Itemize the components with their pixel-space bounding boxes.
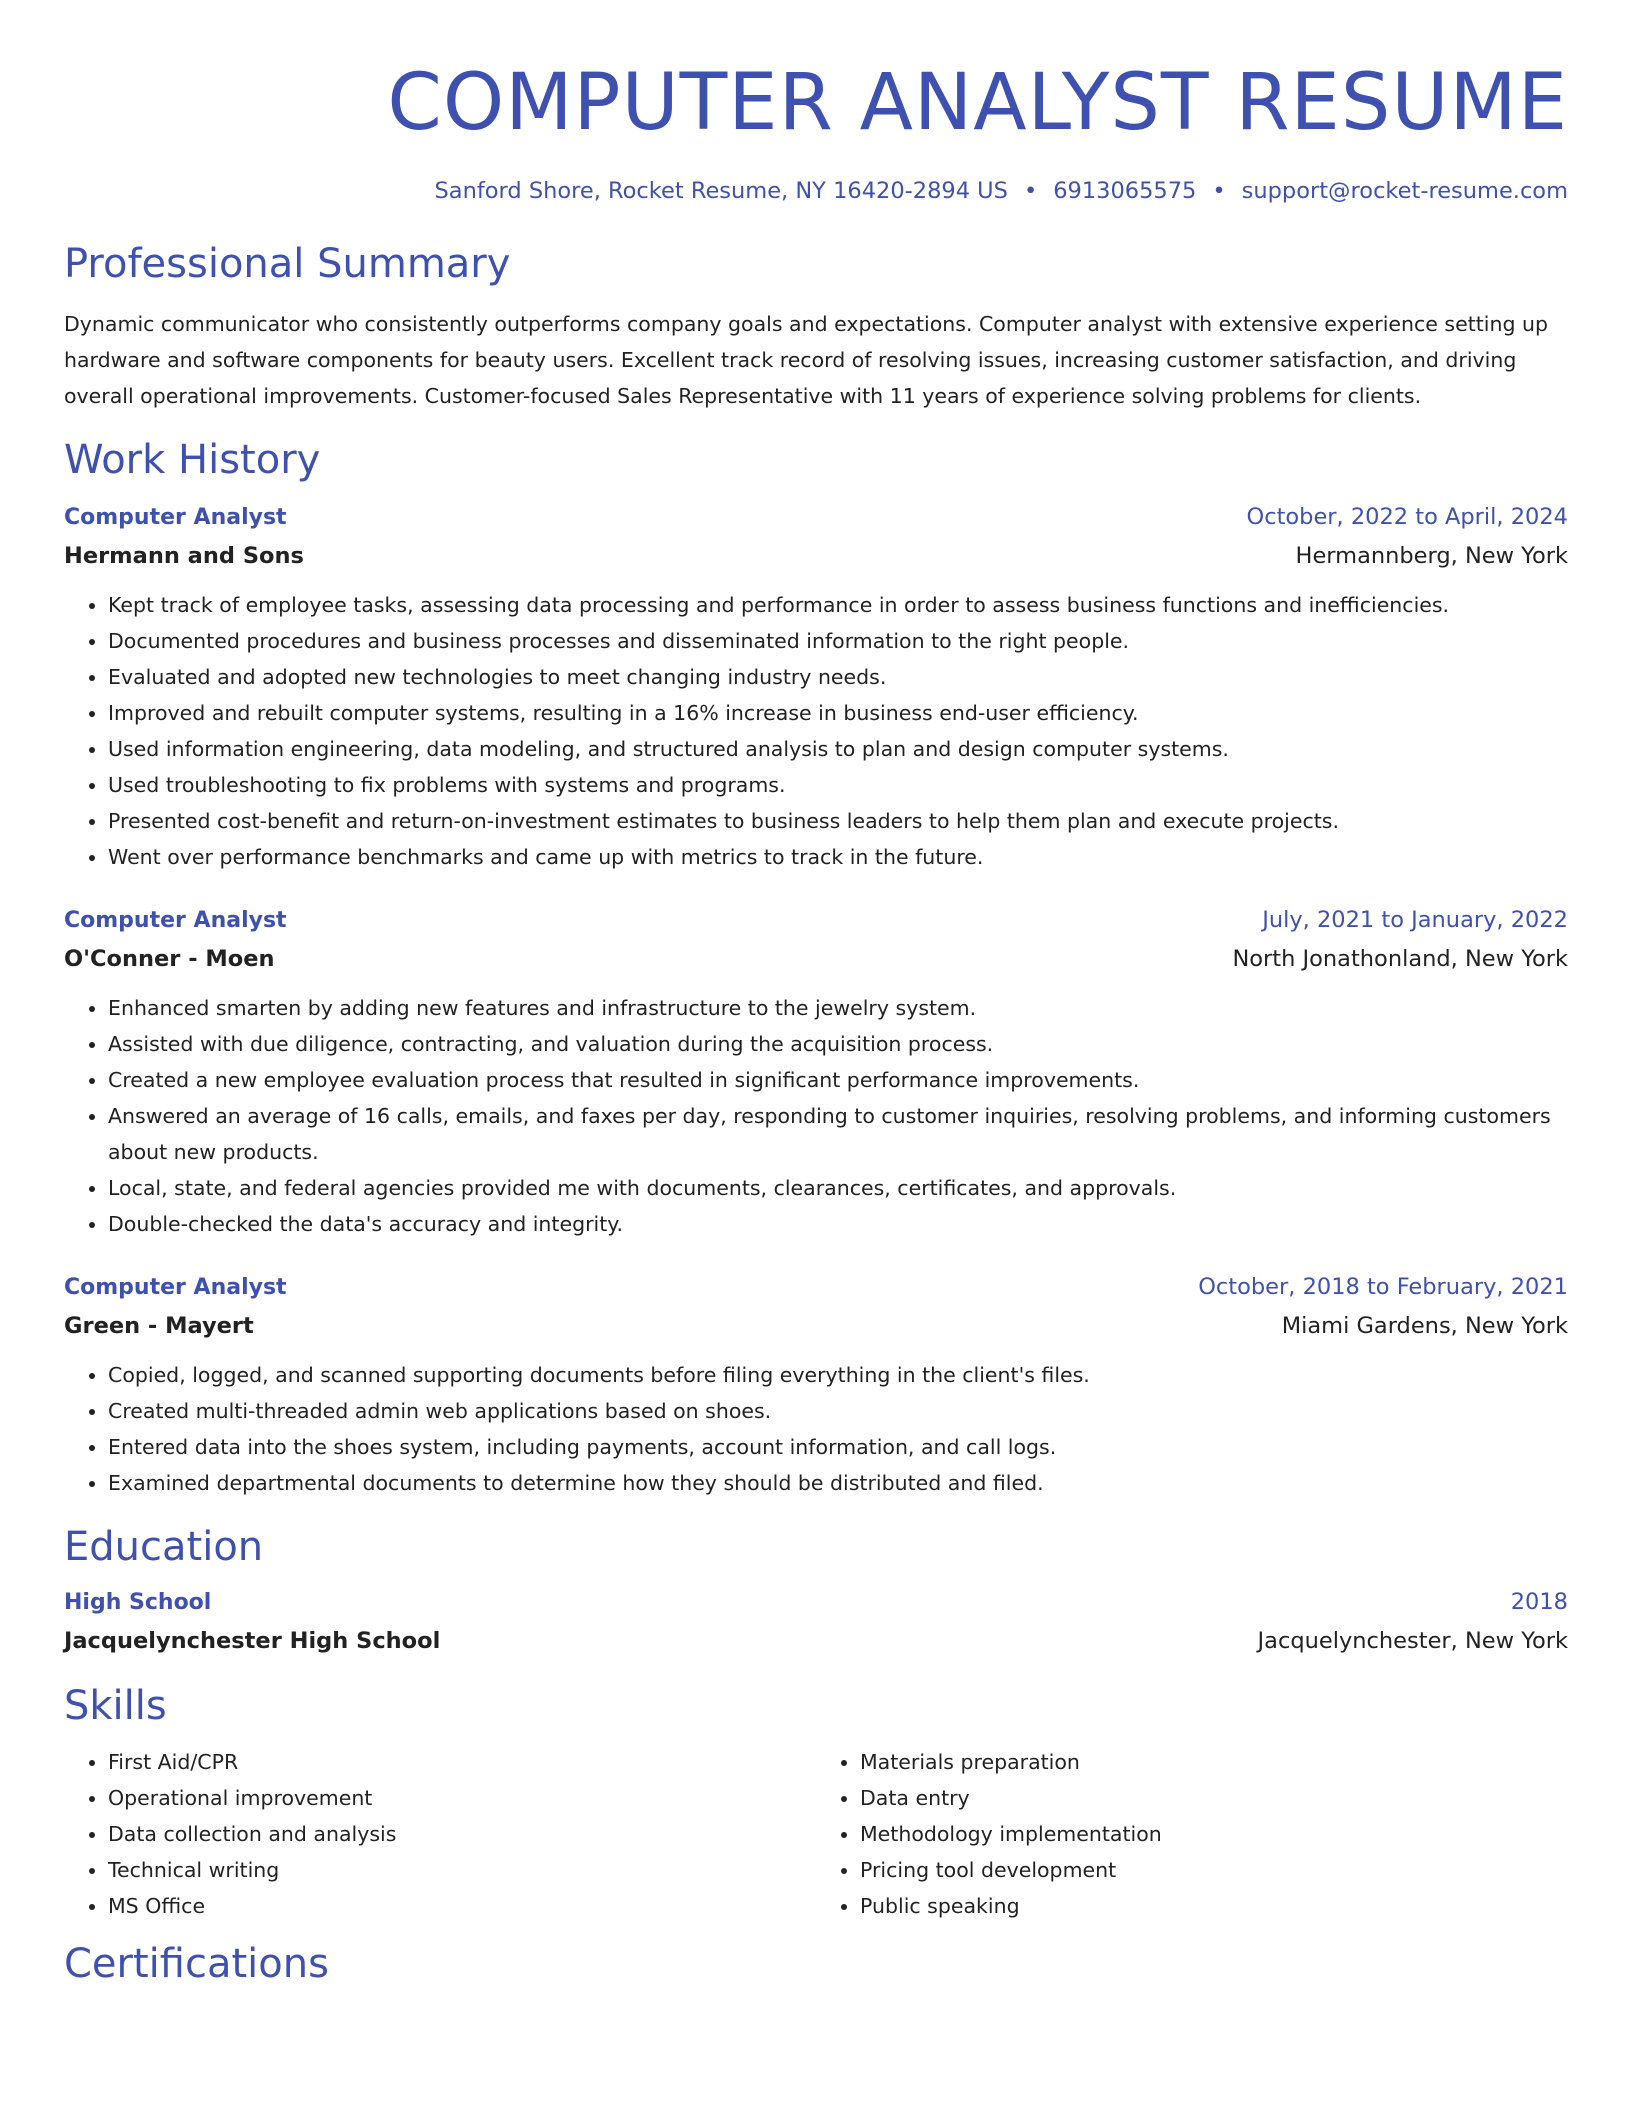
list-item: • MS Office (108, 1888, 816, 1924)
contact-address: Sanford Shore, Rocket Resume, NY 16420-2894 US (434, 178, 1008, 204)
resume-page (64, 50, 1568, 1992)
job-subheader (64, 537, 1568, 575)
contact-line (64, 174, 1568, 208)
list-item: • First Aid/CPR (108, 1744, 816, 1780)
list-item: • Operational improvement (108, 1780, 816, 1816)
job-subheader (64, 940, 1568, 978)
list-item: • Local, state, and federal agencies provided me with documents, clearances, certificates, and approvals. (108, 1170, 1568, 1206)
education-school: Jacquelynchester High School (64, 1628, 441, 1654)
education-heading: Education (64, 1524, 264, 1570)
list-item: • Data entry (860, 1780, 1568, 1816)
list-item: • Materials preparation (860, 1744, 1568, 1780)
job-company: Green - Mayert (64, 1313, 254, 1339)
job-title: Computer Analyst (64, 1275, 287, 1300)
job-entry (64, 498, 1568, 875)
certifications-heading: Certifications (64, 1941, 329, 1987)
list-item: • Kept track of employee tasks, assessing data processing and performance in order to assess business functions and inefficiencies. (108, 587, 1568, 623)
job-header (64, 901, 1568, 940)
job-bullets (64, 587, 1568, 875)
list-item: • Evaluated and adopted new technologies to meet changing industry needs. (108, 659, 1568, 695)
contact-email: support@rocket-resume.com (1241, 178, 1568, 204)
list-item: • Presented cost-benefit and return-on-investment estimates to business leaders to help them plan and execute projects. (108, 803, 1568, 839)
job-dates: October, 2018 to February, 2021 (1198, 1274, 1568, 1300)
education-degree: High School (64, 1590, 212, 1615)
list-item: • Data collection and analysis (108, 1816, 816, 1852)
job-company: O'Conner - Moen (64, 946, 275, 972)
list-item: • Double-checked the data's accuracy and integrity. (108, 1206, 1568, 1242)
list-item: • Copied, logged, and scanned supporting documents before filing everything in the client's files. (108, 1357, 1568, 1393)
resume-title: COMPUTER ANALYST RESUME (387, 58, 1568, 148)
list-item: • Improved and rebuilt computer systems, resulting in a 16% increase in business end-user efficiency. (108, 695, 1568, 731)
skills-column-left (64, 1744, 816, 1924)
list-item: • Examined departmental documents to determine how they should be distributed and filed. (108, 1465, 1568, 1501)
education-location: Jacquelynchester, New York (1257, 1628, 1568, 1654)
education-year: 2018 (1510, 1589, 1568, 1615)
list-item: • Used information engineering, data modeling, and structured analysis to plan and design computer systems. (108, 731, 1568, 767)
summary-text: Dynamic communicator who consistently outperforms company goals and expectations. Computer analyst with extensive experience setting up hardware and software components for beauty users. Excellent track record of resolving issues, increasing customer satisfaction, and driving overall operational improvements. Customer-focused Sales Representative with 11 years of experience solving problems for clients. (64, 312, 1548, 408)
job-subheader (64, 1307, 1568, 1345)
job-title: Computer Analyst (64, 505, 287, 530)
contact-phone: 6913065575 (1053, 178, 1197, 204)
job-entry (64, 1268, 1568, 1501)
work-history-heading: Work History (64, 437, 321, 483)
job-header (64, 1268, 1568, 1307)
summary-heading: Professional Summary (64, 241, 511, 287)
list-item: • Created multi-threaded admin web applications based on shoes. (108, 1393, 1568, 1429)
job-dates: October, 2022 to April, 2024 (1246, 504, 1568, 530)
contact-separator: • (1212, 178, 1226, 204)
skills-column-right (816, 1744, 1568, 1924)
job-location: North Jonathonland, New York (1232, 946, 1568, 972)
list-item: • Answered an average of 16 calls, emails, and faxes per day, responding to customer inquiries, resolving problems, and informing customers about new products. (108, 1098, 1568, 1170)
contact-separator: • (1023, 178, 1038, 204)
list-item: • Went over performance benchmarks and came up with metrics to track in the future. (108, 839, 1568, 875)
list-item: • Documented procedures and business processes and disseminated information to the right people. (108, 623, 1568, 659)
list-item: • Methodology implementation (860, 1816, 1568, 1852)
list-item: • Public speaking (860, 1888, 1568, 1924)
job-company: Hermann and Sons (64, 543, 304, 569)
job-bullets (64, 1357, 1568, 1501)
job-location: Miami Gardens, New York (1281, 1313, 1568, 1339)
skills-heading: Skills (64, 1683, 167, 1729)
list-item: • Entered data into the shoes system, including payments, account information, and call logs. (108, 1429, 1568, 1465)
list-item: • Created a new employee evaluation process that resulted in significant performance improvements. (108, 1062, 1568, 1098)
list-item: • Used troubleshooting to fix problems with systems and programs. (108, 767, 1568, 803)
list-item: • Assisted with due diligence, contracting, and valuation during the acquisition process. (108, 1026, 1568, 1062)
list-item: • Technical writing (108, 1852, 816, 1888)
job-header (64, 498, 1568, 537)
list-item: • Pricing tool development (860, 1852, 1568, 1888)
skills-list (64, 1744, 1568, 1924)
job-dates: July, 2021 to January, 2022 (1262, 907, 1568, 933)
job-location: Hermannberg, New York (1295, 543, 1568, 569)
list-item: • Enhanced smarten by adding new features and infrastructure to the jewelry system. (108, 990, 1568, 1026)
education-header (64, 1583, 1568, 1622)
job-bullets (64, 990, 1568, 1242)
education-entry (64, 1583, 1568, 1660)
education-subheader (64, 1622, 1568, 1660)
job-entry (64, 901, 1568, 1242)
job-title: Computer Analyst (64, 908, 287, 933)
